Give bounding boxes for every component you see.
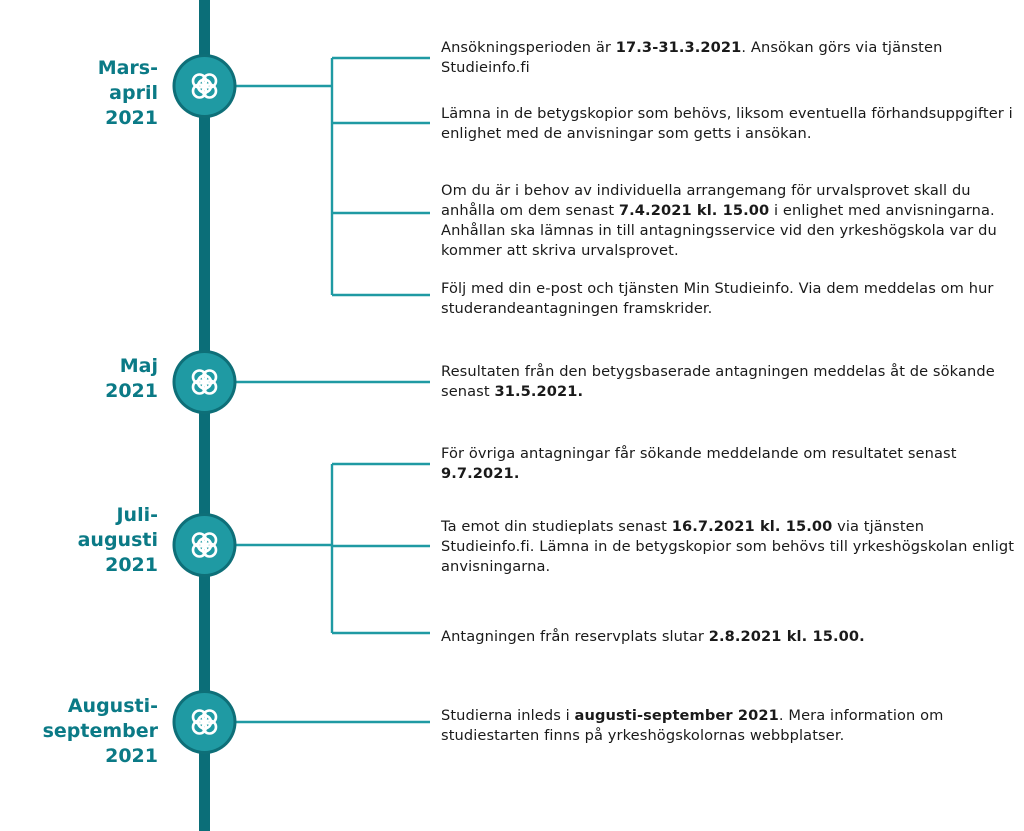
event-text xyxy=(441,706,1016,746)
event-date-highlight: augusti-september 2021 xyxy=(574,707,779,724)
connectors xyxy=(232,58,430,722)
period-label-line: Juli- xyxy=(116,504,158,526)
event-text-segment: Följ med din e-post och tjänsten Min Studieinfo. Via dem meddelas om hur studerandeantagningen framskrider. xyxy=(441,280,994,317)
event-text xyxy=(441,444,1016,484)
timeline-node xyxy=(173,54,237,118)
event-date-highlight: 31.5.2021. xyxy=(494,383,584,400)
event-date-highlight: 16.7.2021 kl. 15.00 xyxy=(671,518,833,535)
event-text-segment: i enlighet med anvisningarna. Anhållan ska lämnas in till antagningsservice vid den yrkeshögskola var du kommer att skriva urvalsprovet. xyxy=(441,202,997,259)
event-text xyxy=(441,181,1016,261)
event-date-highlight: 9.7.2021. xyxy=(441,465,520,482)
event-text xyxy=(441,279,1016,319)
period-label-line: 2021 xyxy=(105,554,158,576)
timeline-node xyxy=(173,690,237,754)
event-text xyxy=(441,627,1016,647)
event-text-segment: Studierna inleds i xyxy=(441,707,575,724)
event-date-highlight: 2.8.2021 kl. 15.00. xyxy=(708,628,865,645)
event-text-segment: Lämna in de betygskopior som behövs, liksom eventuella förhandsuppgifter i enlighet med de anvisningar som getts i ansökan. xyxy=(441,105,1013,142)
event-date-highlight: 7.4.2021 kl. 15.00 xyxy=(618,202,770,219)
event-text xyxy=(441,517,1016,577)
period-label xyxy=(8,694,158,769)
event-text-segment: Ansökningsperioden är xyxy=(441,39,616,56)
period-label-line: september xyxy=(42,720,158,742)
period-label xyxy=(8,56,158,131)
event-text xyxy=(441,362,1016,402)
period-label-line: Augusti- xyxy=(67,695,158,717)
event-text-segment: . Mera information om studiestarten finns på yrkeshögskolornas webbplatser. xyxy=(441,707,944,744)
period-label-line: 2021 xyxy=(105,380,158,402)
event-text-segment: . Ansökan görs via tjänsten Studieinfo.fi xyxy=(441,39,943,76)
period-label-line: augusti xyxy=(77,529,158,551)
event-text-segment: Resultaten från den betygsbaserade antagningen meddelas åt de sökande senast xyxy=(441,363,995,400)
period-label-line: 2021 xyxy=(105,107,158,129)
event-text-segment: För övriga antagningar får sökande meddelande om resultatet senast xyxy=(441,445,957,462)
period-label-line: april xyxy=(109,82,158,104)
event-date-highlight: 17.3-31.3.2021 xyxy=(615,39,742,56)
event-text-segment: Antagningen från reservplats slutar xyxy=(441,628,709,645)
period-label-line: Maj xyxy=(119,355,158,377)
event-text xyxy=(441,104,1016,144)
period-label-line: 2021 xyxy=(105,745,158,767)
timeline-node xyxy=(173,513,237,577)
event-text xyxy=(441,38,1016,78)
event-text-segment: Ta emot din studieplats senast xyxy=(441,518,672,535)
event-text-segment: via tjänsten Studieinfo.fi. Lämna in de betygskopior som behövs till yrkeshögskolan enligt anvisningarna. xyxy=(441,518,1015,575)
period-label xyxy=(8,503,158,578)
timeline-node xyxy=(173,350,237,414)
period-label xyxy=(8,354,158,404)
period-label-line: Mars- xyxy=(97,57,158,79)
event-text-segment: Om du är i behov av individuella arrangemang för urvalsprovet skall du anhålla om dem senast xyxy=(441,182,971,219)
